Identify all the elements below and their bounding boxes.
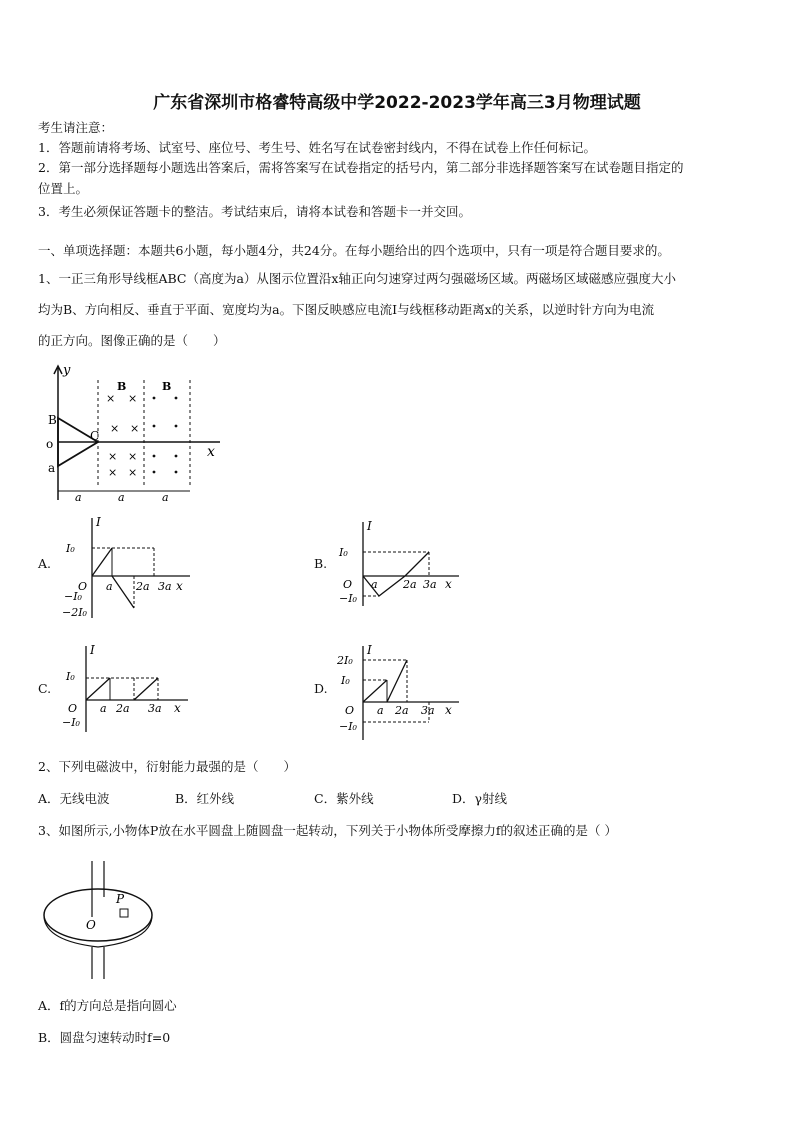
- q1-option-a-letter[interactable]: A.: [38, 556, 52, 571]
- svg-text:3a: 3a: [158, 580, 172, 593]
- svg-text:−I₀: −I₀: [339, 720, 357, 733]
- q3-figure: [42, 857, 162, 982]
- q2-option-c[interactable]: C．紫外线: [314, 791, 374, 806]
- svg-text:×: ×: [110, 422, 120, 435]
- notice-item-1: 1．答题前请将考场、试室号、座位号、考生号、姓名写在试卷密封线内，不得在试卷上作任何标记。: [38, 140, 596, 155]
- notice-heading: 考生请注意：: [38, 120, 114, 135]
- q1-option-b-letter[interactable]: B.: [314, 556, 328, 571]
- svg-text:a: a: [106, 580, 113, 593]
- section-heading: 一、单项选择题：本题共6小题，每小题4分，共24分。在每小题给出的四个选项中，只有一项是符合题目要求的。: [38, 243, 670, 258]
- q1-figure: [40, 360, 230, 505]
- q2-option-d[interactable]: D．γ射线: [452, 791, 507, 806]
- svg-text:a: a: [100, 702, 107, 715]
- vertex-c-label: C: [90, 429, 100, 443]
- svg-text:×: ×: [106, 392, 116, 405]
- q1-option-c-letter[interactable]: C.: [38, 681, 52, 696]
- q2-option-b[interactable]: B．红外线: [175, 791, 235, 806]
- svg-text:O: O: [343, 578, 353, 591]
- q1-option-d-graph[interactable]: [335, 642, 465, 742]
- y-axis-label: y: [63, 363, 71, 378]
- svg-text:I₀: I₀: [339, 546, 348, 559]
- svg-text:2a: 2a: [395, 704, 409, 717]
- notice-item-3: 3．考生必须保证答题卡的整洁。考试结束后，请将本试卷和答题卡一并交回。: [38, 204, 471, 219]
- svg-text:2a: 2a: [403, 578, 417, 591]
- field-b1-label: B: [117, 380, 127, 393]
- field-b2-label: B: [162, 380, 172, 393]
- q1-stem-line-1: 1、一正三角形导线框ABC（高度为a）从图示位置沿x轴正向匀速穿过两匀强磁场区域。两磁场区域磁感应强度大小: [38, 271, 676, 286]
- svg-text:3a: 3a: [148, 702, 162, 715]
- q3-option-a[interactable]: A．f的方向总是指向圆心: [38, 998, 177, 1013]
- q1-option-c-graph[interactable]: [60, 642, 200, 734]
- svg-text:3a: 3a: [421, 704, 435, 717]
- svg-text:×: ×: [128, 450, 138, 463]
- q1-option-d-letter[interactable]: D.: [314, 681, 328, 696]
- svg-text:×: ×: [108, 466, 118, 479]
- svg-text:x: x: [445, 703, 452, 717]
- svg-text:×: ×: [130, 422, 140, 435]
- center-o-label: O: [86, 918, 96, 932]
- q1-option-b-graph[interactable]: [335, 516, 465, 608]
- svg-text:O: O: [68, 702, 78, 715]
- svg-text:x: x: [176, 579, 183, 593]
- svg-text:x: x: [174, 701, 181, 715]
- svg-text:×: ×: [108, 450, 118, 463]
- svg-text:I₀: I₀: [66, 670, 75, 683]
- svg-text:2a: 2a: [136, 580, 150, 593]
- q3-stem: 3、如图所示,小物体P放在水平圆盘上随圆盘一起转动，下列关于小物体所受摩擦力f的叙述正确的是（ ）: [38, 823, 617, 838]
- svg-text:−I₀: −I₀: [64, 590, 82, 603]
- svg-text:2a: 2a: [116, 702, 130, 715]
- notice-item-2-cont: 位置上。: [38, 181, 89, 196]
- svg-text:O: O: [78, 580, 88, 593]
- svg-text:a: a: [75, 491, 82, 504]
- cross-field-marks: [106, 392, 139, 479]
- svg-text:2I₀: 2I₀: [337, 654, 353, 667]
- svg-text:−2I₀: −2I₀: [62, 606, 87, 619]
- vertex-a-label: a: [48, 461, 56, 475]
- page-title: 广东省深圳市格睿特高级中学2022-2023学年高三3月物理试题: [153, 93, 641, 113]
- q1-option-a-graph[interactable]: [60, 512, 200, 624]
- q3-option-b[interactable]: B．圆盘匀速转动时f=0: [38, 1030, 171, 1045]
- svg-text:I: I: [367, 643, 372, 657]
- q1-stem-line-2: 均为B、方向相反、垂直于平面、宽度均为a。下图反映感应电流I与线框移动距离x的关系，以逆时针方向为电流: [38, 302, 655, 317]
- q1-stem-line-3: 的正方向。图像正确的是（ ）: [38, 333, 226, 348]
- object-p-label: P: [116, 892, 125, 906]
- svg-text:−I₀: −I₀: [339, 592, 357, 605]
- svg-text:I: I: [90, 643, 95, 657]
- svg-text:x: x: [445, 577, 452, 591]
- svg-text:I₀: I₀: [66, 542, 75, 555]
- svg-text:−I₀: −I₀: [62, 716, 80, 729]
- dot-field-marks: [153, 397, 178, 474]
- svg-text:I₀: I₀: [341, 674, 350, 687]
- svg-text:O: O: [345, 704, 355, 717]
- origin-label: o: [46, 437, 54, 451]
- svg-text:I: I: [96, 515, 101, 529]
- x-axis-label: x: [207, 444, 215, 460]
- q2-stem: 2、下列电磁波中，衍射能力最强的是（ ）: [38, 759, 296, 774]
- svg-text:×: ×: [128, 392, 138, 405]
- object-p-block: [120, 909, 128, 917]
- svg-text:a: a: [377, 704, 384, 717]
- notice-item-2: 2．第一部分选择题每小题选出答案后，需将答案写在试卷指定的括号内，第二部分非选择题答案写在试卷题目指定的: [38, 160, 684, 175]
- svg-text:3a: 3a: [423, 578, 437, 591]
- q2-option-a[interactable]: A．无线电波: [38, 791, 110, 806]
- svg-text:a: a: [371, 578, 378, 591]
- svg-text:I: I: [367, 519, 372, 533]
- svg-text:a: a: [118, 491, 125, 504]
- vertex-b-label: B: [48, 413, 57, 427]
- svg-text:a: a: [162, 491, 169, 504]
- svg-text:×: ×: [128, 466, 138, 479]
